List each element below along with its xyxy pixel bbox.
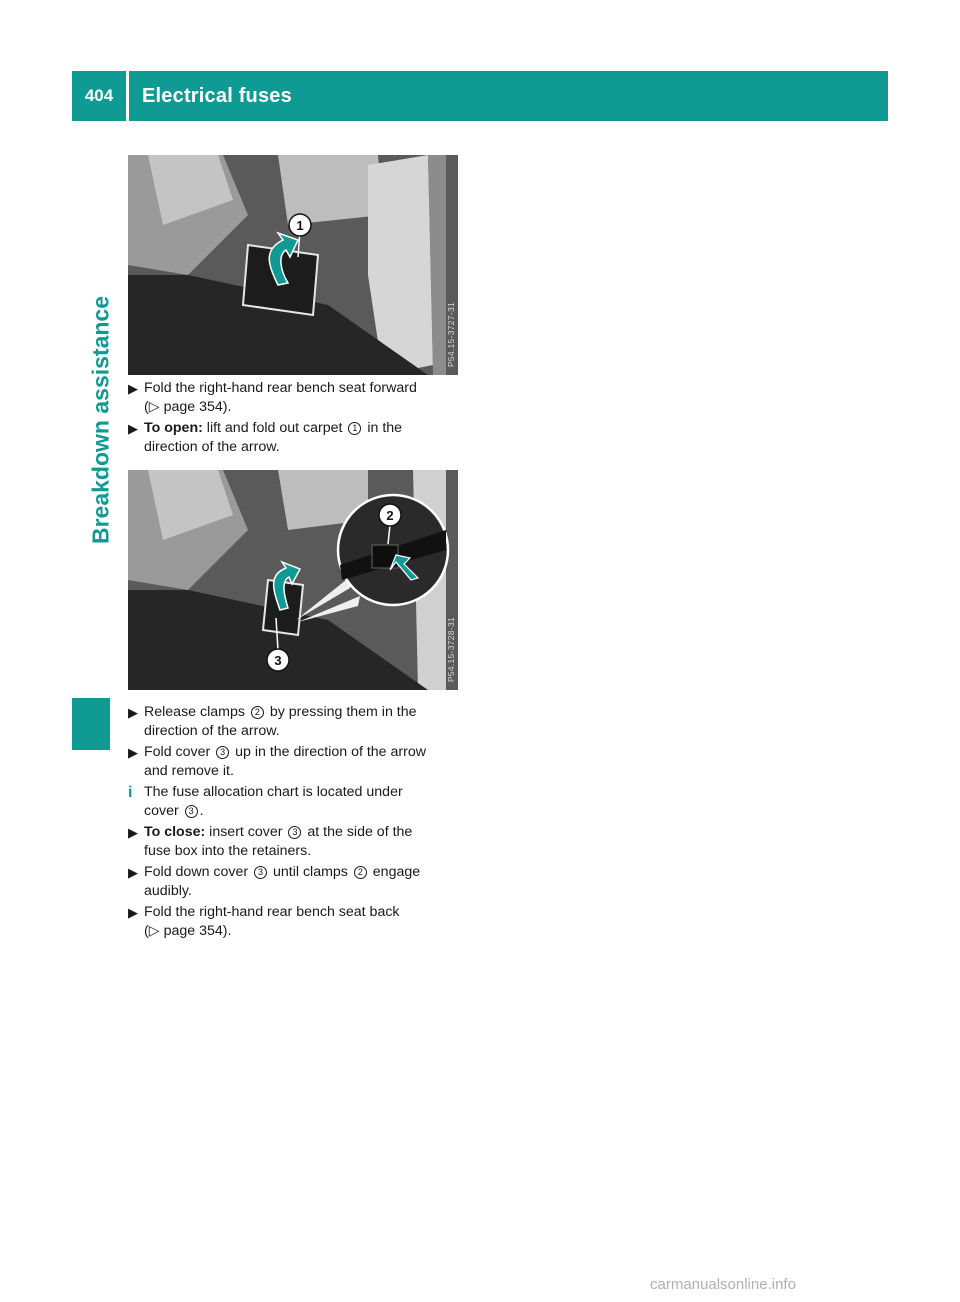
callout-number: 1 [348,422,361,435]
step-item: ▶ Fold cover 3 up in the direction of the arrow and remove it. [128,744,426,779]
step-item: ▶ Fold the right-hand rear bench seat forward (▷ page 354). [128,380,417,415]
step-bullet-icon: ▶ [128,905,138,920]
step-item: ▶ Fold the right-hand rear bench seat back (▷ page 354). [128,904,400,939]
side-tab-label: Breakdown assistance [87,295,114,545]
step-bullet-icon: ▶ [128,705,138,720]
callout-number: 3 [288,826,301,839]
watermark: carmanualsonline.info [650,1276,796,1293]
fuse-cover-illustration [128,470,458,690]
step-bullet-icon: ▶ [128,865,138,880]
callout-number: 3 [185,805,198,818]
seat-carpet-illustration [128,155,458,375]
step-item: ▶ Fold down cover 3 until clamps 2 engage audibly. [128,864,421,899]
side-tab-marker [72,698,110,750]
figure2-callout-3: 3 [274,653,282,668]
step-item: ▶ Release clamps 2 by pressing them in the direction of the arrow. [128,704,417,739]
instructions-block-2 [128,703,468,943]
step-bullet-icon: ▶ [128,421,138,436]
figure1-callout: 1 [296,218,304,233]
instructions-block-1 [128,379,468,459]
info-note: i The fuse allocation chart is located under cover 3 . [128,784,403,819]
section-title: Electrical fuses [142,84,292,107]
figure-code: P54.15-3728-31 [446,616,456,682]
step-item: ▶ To close: insert cover 3 at the side of the fuse box into the retainers. [128,824,413,859]
figure2-callout-2: 2 [386,508,394,523]
page-number: 404 [72,71,129,121]
header-bar [72,71,888,121]
callout-number: 2 [251,706,264,719]
callout-number: 2 [354,866,367,879]
figure-code: P54.15-3727-31 [446,301,456,367]
figure-fuse-cover [128,470,458,690]
step-item: ▶ To open: lift and fold out carpet 1 in the direction of the arrow. [128,420,403,455]
info-icon: i [128,784,133,801]
step-bullet-icon: ▶ [128,825,138,840]
figure-open-carpet [128,155,458,375]
step-bullet-icon: ▶ [128,381,138,396]
step-bullet-icon: ▶ [128,745,138,760]
callout-number: 3 [216,746,229,759]
callout-number: 3 [254,866,267,879]
